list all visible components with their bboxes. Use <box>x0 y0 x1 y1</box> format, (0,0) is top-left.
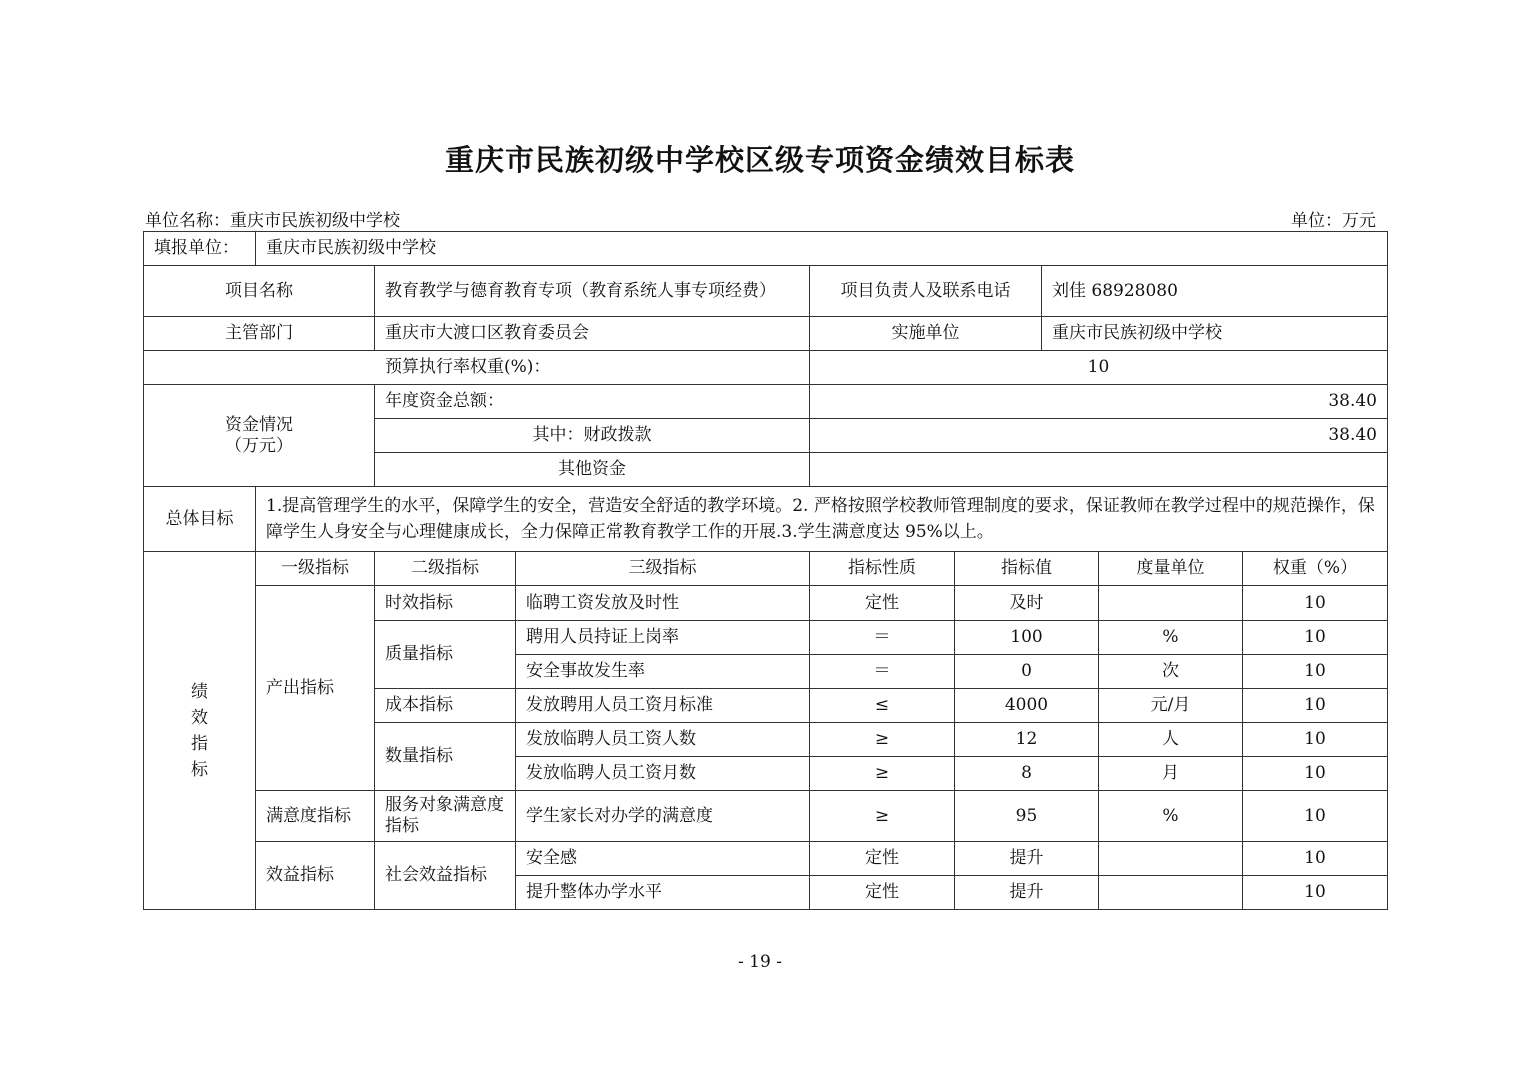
level1-benefit: 效益指标 <box>256 842 375 910</box>
currency-unit: 单位：万元 <box>1291 211 1376 231</box>
funds-label-text: 资金情况 <box>225 414 293 435</box>
impl-label: 实施单位 <box>810 317 1042 351</box>
row-value: 提升 <box>955 876 1099 910</box>
level2-social-benefit: 社会效益指标 <box>375 842 516 910</box>
unit-name: 单位名称：重庆市民族初级中学校 <box>145 211 400 231</box>
page-number: - 19 - <box>738 952 782 972</box>
row-nature: ＝ <box>810 655 955 689</box>
project-name-value: 教育教学与德育教育专项（教育系统人事专项经费） <box>375 266 810 317</box>
row-weight: 10 <box>1243 586 1388 621</box>
row-weight: 10 <box>1243 876 1388 910</box>
row-weight: 10 <box>1243 621 1388 655</box>
project-name-label: 项目名称 <box>144 266 375 317</box>
perf-label-text: 绩效指标 <box>191 681 208 780</box>
header-level3: 三级指标 <box>516 552 810 586</box>
row-unit: 次 <box>1099 655 1243 689</box>
row-weight: 10 <box>1243 689 1388 723</box>
row-value: 及时 <box>955 586 1099 621</box>
row-unit: % <box>1099 791 1243 842</box>
row-value: 4000 <box>955 689 1099 723</box>
goal-text: 1.提高管理学生的水平，保障学生的安全，营造安全舒适的教学环境。2. 严格按照学校教师管理制度的要求，保证教师在教学过程中的规范操作，保障学生人身安全与心理健康成长，全力保障正常教育教学工作的开展.3.学生满意度达 95%以上。 <box>256 487 1388 552</box>
header-unit: 度量单位 <box>1099 552 1243 586</box>
header-level2: 二级指标 <box>375 552 516 586</box>
other-funds-label: 其他资金 <box>375 453 810 487</box>
dept-value: 重庆市大渡口区教育委员会 <box>375 317 810 351</box>
row-unit: 月 <box>1099 757 1243 791</box>
row-value: 0 <box>955 655 1099 689</box>
header-value: 指标值 <box>955 552 1099 586</box>
level2-service-satisfaction: 服务对象满意度指标 <box>375 791 516 842</box>
row-unit: 人 <box>1099 723 1243 757</box>
level2-quality: 质量指标 <box>375 621 516 689</box>
fiscal-value: 38.40 <box>810 419 1388 453</box>
level2-quantity: 数量指标 <box>375 723 516 791</box>
funds-label <box>144 385 375 487</box>
row-unit <box>1099 876 1243 910</box>
contact-label: 项目负责人及联系电话 <box>810 266 1042 317</box>
row-value: 95 <box>955 791 1099 842</box>
row-weight: 10 <box>1243 842 1388 876</box>
header-nature: 指标性质 <box>810 552 955 586</box>
perf-label <box>144 552 256 910</box>
row-name: 提升整体办学水平 <box>516 876 810 910</box>
budget-weight-label: 预算执行率权重(%)： <box>144 351 810 385</box>
level2-cost: 成本指标 <box>375 689 516 723</box>
row-weight: 10 <box>1243 791 1388 842</box>
row-nature: ≥ <box>810 757 955 791</box>
row-value: 8 <box>955 757 1099 791</box>
contact-value: 刘佳 68928080 <box>1042 266 1388 317</box>
row-name: 聘用人员持证上岗率 <box>516 621 810 655</box>
row-name: 临聘工资发放及时性 <box>516 586 810 621</box>
level2-timeliness: 时效指标 <box>375 586 516 621</box>
fiscal-label: 其中：财政拨款 <box>375 419 810 453</box>
row-unit <box>1099 586 1243 621</box>
row-nature: 定性 <box>810 842 955 876</box>
row-value: 12 <box>955 723 1099 757</box>
performance-table <box>143 231 1388 910</box>
row-unit: % <box>1099 621 1243 655</box>
level1-output: 产出指标 <box>256 586 375 791</box>
row-name: 发放聘用人员工资月标准 <box>516 689 810 723</box>
annual-total-label: 年度资金总额： <box>375 385 810 419</box>
page-title: 重庆市民族初级中学校区级专项资金绩效目标表 <box>444 143 1075 177</box>
row-name: 安全事故发生率 <box>516 655 810 689</box>
row-unit: 元/月 <box>1099 689 1243 723</box>
row-value: 提升 <box>955 842 1099 876</box>
row-nature: ＝ <box>810 621 955 655</box>
annual-total-value: 38.40 <box>810 385 1388 419</box>
row-nature: ≥ <box>810 791 955 842</box>
row-nature: 定性 <box>810 876 955 910</box>
header-weight: 权重（%） <box>1243 552 1388 586</box>
row-weight: 10 <box>1243 757 1388 791</box>
dept-label: 主管部门 <box>144 317 375 351</box>
funds-unit-text: （万元） <box>225 435 293 456</box>
other-funds-value <box>810 453 1388 487</box>
fill-unit-label: 填报单位： <box>144 232 256 266</box>
header-level1: 一级指标 <box>256 552 375 586</box>
row-name: 学生家长对办学的满意度 <box>516 791 810 842</box>
row-unit <box>1099 842 1243 876</box>
goal-label: 总体目标 <box>144 487 256 552</box>
row-name: 安全感 <box>516 842 810 876</box>
impl-value: 重庆市民族初级中学校 <box>1042 317 1388 351</box>
fill-unit-value: 重庆市民族初级中学校 <box>256 232 1388 266</box>
budget-weight-value: 10 <box>810 351 1388 385</box>
level1-satisfaction: 满意度指标 <box>256 791 375 842</box>
row-nature: ≥ <box>810 723 955 757</box>
row-name: 发放临聘人员工资月数 <box>516 757 810 791</box>
row-nature: ≤ <box>810 689 955 723</box>
row-nature: 定性 <box>810 586 955 621</box>
row-weight: 10 <box>1243 655 1388 689</box>
row-weight: 10 <box>1243 723 1388 757</box>
row-name: 发放临聘人员工资人数 <box>516 723 810 757</box>
row-value: 100 <box>955 621 1099 655</box>
